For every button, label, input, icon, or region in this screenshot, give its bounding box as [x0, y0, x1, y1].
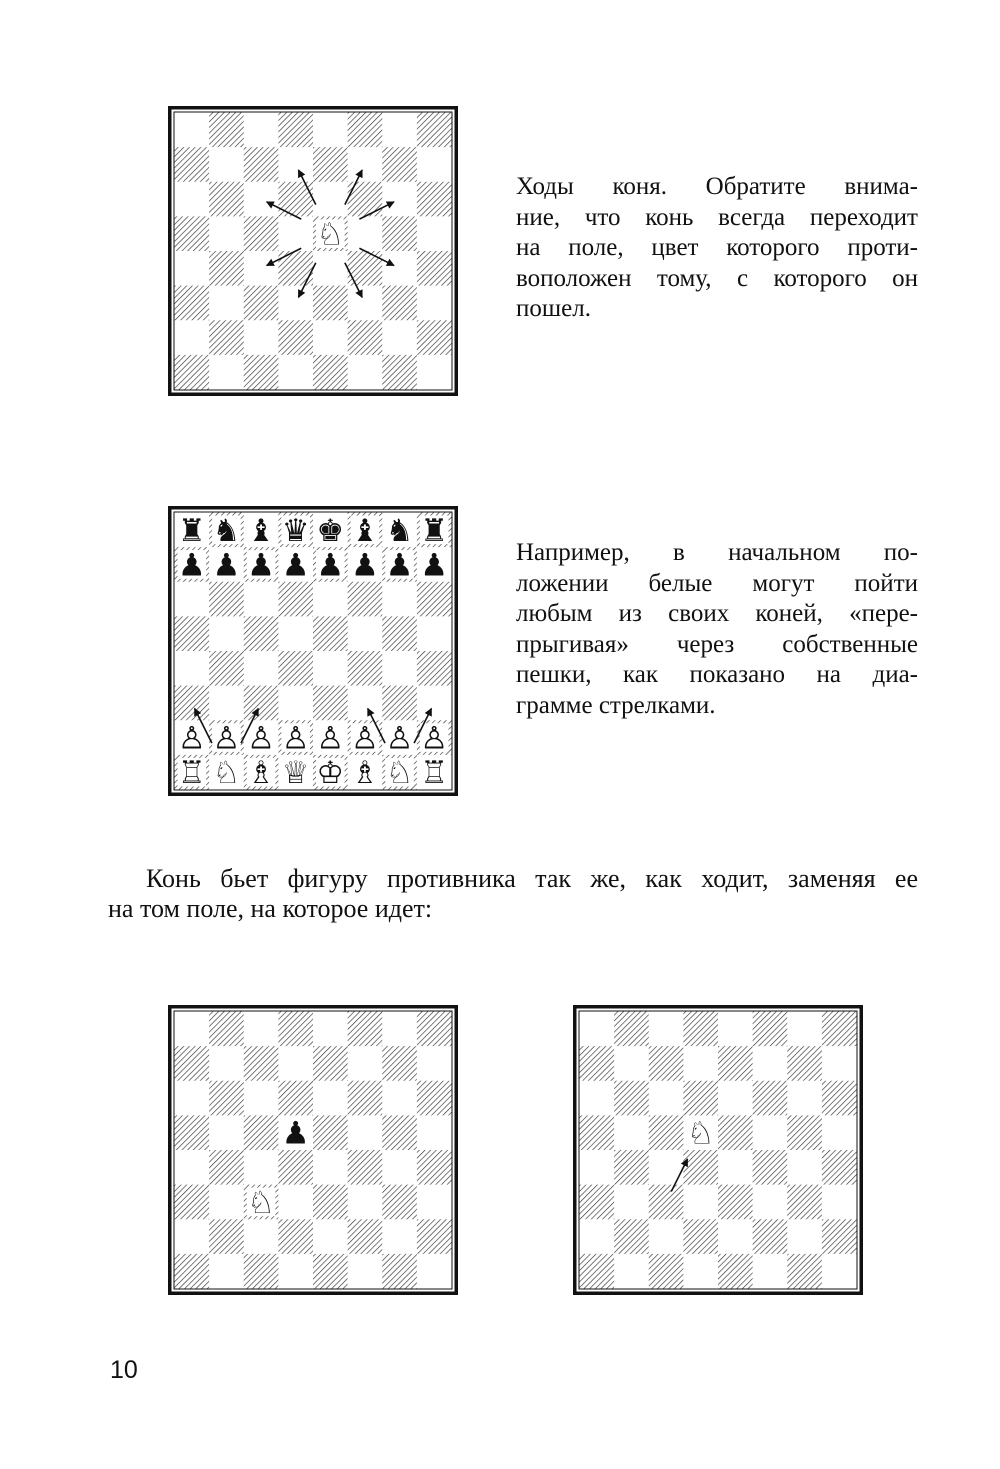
dark-square	[382, 147, 417, 182]
dark-square	[787, 1185, 822, 1220]
dark-square	[753, 1081, 788, 1116]
dark-square	[787, 1046, 822, 1081]
dark-square	[822, 1081, 857, 1116]
caption-line: ние, что конь всегда переходит	[516, 203, 918, 231]
dark-square	[175, 1185, 210, 1220]
dark-square	[278, 1081, 313, 1116]
chess-piece-icon: ♖	[420, 755, 449, 792]
dark-square	[417, 1150, 452, 1185]
chess-piece-icon: ♙	[316, 720, 345, 757]
dark-square	[417, 582, 452, 617]
dark-square	[244, 355, 279, 390]
chess-piece-icon: ♟	[281, 547, 310, 584]
paragraph-line: на том поле, на которое идет:	[108, 894, 433, 923]
dark-square	[313, 616, 348, 651]
dark-square	[278, 651, 313, 686]
dark-square	[614, 1150, 649, 1185]
chess-piece-icon: ♙	[351, 720, 379, 757]
chess-piece-icon: ♝	[247, 512, 275, 549]
dark-square	[209, 1012, 244, 1047]
dark-square	[382, 1185, 417, 1220]
dark-square	[718, 1254, 753, 1289]
dark-square	[175, 1046, 210, 1081]
dark-square	[348, 1081, 383, 1116]
dark-square	[382, 216, 417, 251]
dark-square	[313, 1046, 348, 1081]
dark-square	[614, 1219, 649, 1254]
caption-line: ложении белые могут пойти	[516, 569, 918, 597]
dark-square	[209, 1081, 244, 1116]
dark-square	[614, 1081, 649, 1116]
page-number: 10	[110, 1356, 138, 1384]
dark-square	[244, 216, 279, 251]
dark-square	[313, 1254, 348, 1289]
chess-piece-icon: ♗	[247, 755, 275, 792]
caption-line: любым из своих коней, «пере-	[516, 600, 918, 627]
chess-piece-icon: ♝	[351, 512, 379, 549]
dark-square	[175, 216, 210, 251]
dark-square	[417, 1081, 452, 1116]
dark-square	[382, 616, 417, 651]
chess-piece-icon: ♙	[385, 720, 414, 757]
chess-piece-icon: ♙	[281, 720, 310, 757]
dark-square	[580, 1046, 615, 1081]
dark-square	[278, 113, 313, 148]
diagram-initial-position	[168, 506, 458, 796]
white-knight-icon: ♘	[686, 1115, 715, 1152]
dark-square	[209, 582, 244, 617]
dark-square	[313, 355, 348, 390]
diagram-capture-after	[573, 1005, 863, 1295]
chessboard-svg	[168, 1005, 458, 1295]
dark-square	[580, 1115, 615, 1150]
dark-square	[683, 1150, 718, 1185]
chess-piece-icon: ♟	[247, 547, 275, 584]
chess-piece-icon: ♟	[177, 547, 206, 584]
dark-square	[822, 1219, 857, 1254]
caption-line: на поле, цвет которого проти-	[516, 234, 918, 261]
caption-line: воположен тому, с которого он	[516, 264, 918, 292]
chessboard-svg	[168, 506, 458, 796]
dark-square	[822, 1012, 857, 1047]
chess-piece-icon: ♙	[212, 720, 241, 757]
dark-square	[175, 1254, 210, 1289]
dark-square	[313, 1115, 348, 1150]
dark-square	[278, 582, 313, 617]
dark-square	[787, 1254, 822, 1289]
caption-knight-moves	[516, 172, 918, 325]
dark-square	[209, 113, 244, 148]
dark-square	[822, 1150, 857, 1185]
chessboard-svg	[573, 1005, 863, 1295]
dark-square	[209, 251, 244, 286]
chess-piece-icon: ♛	[281, 512, 310, 549]
dark-square	[417, 320, 452, 355]
caption-line: Например, в начальном по-	[516, 539, 918, 566]
caption-line: грамме стрелками.	[516, 691, 716, 719]
dark-square	[278, 1150, 313, 1185]
dark-square	[175, 616, 210, 651]
dark-square	[649, 1185, 684, 1220]
dark-square	[580, 1185, 615, 1220]
dark-square	[209, 182, 244, 217]
dark-square	[244, 147, 279, 182]
chess-piece-icon: ♖	[177, 755, 206, 792]
dark-square	[718, 1185, 753, 1220]
white-knight-icon: ♘	[247, 1184, 275, 1221]
chess-piece-icon: ♟	[212, 547, 241, 584]
dark-square	[175, 355, 210, 390]
dark-square	[244, 616, 279, 651]
dark-square	[718, 1115, 753, 1150]
dark-square	[382, 686, 417, 721]
chess-piece-icon: ♟	[420, 547, 449, 584]
chess-piece-icon: ♙	[420, 720, 449, 757]
dark-square	[175, 1115, 210, 1150]
chess-piece-icon: ♘	[385, 755, 414, 792]
chess-piece-icon: ♞	[385, 512, 414, 549]
chess-piece-icon: ♟	[351, 547, 379, 584]
dark-square	[649, 1115, 684, 1150]
chess-piece-icon: ♟	[316, 547, 345, 584]
dark-square	[209, 1219, 244, 1254]
dark-square	[313, 147, 348, 182]
white-knight-icon: ♘	[316, 216, 345, 253]
dark-square	[175, 147, 210, 182]
paragraph-line: Конь бьет фигуру противника так же, как ходит, заменяя ее	[146, 864, 918, 893]
dark-square	[348, 113, 383, 148]
dark-square	[348, 651, 383, 686]
caption-line: Ходы коня. Обратите внима-	[516, 173, 918, 200]
dark-square	[417, 182, 452, 217]
dark-square	[175, 286, 210, 321]
diagram-capture-before	[168, 1005, 458, 1295]
dark-square	[313, 286, 348, 321]
dark-square	[313, 1185, 348, 1220]
dark-square	[382, 1046, 417, 1081]
chess-piece-icon: ♗	[351, 755, 379, 792]
chess-piece-icon: ♞	[212, 512, 241, 549]
chess-piece-icon: ♙	[247, 720, 275, 757]
dark-square	[244, 1115, 279, 1150]
caption-initial-position	[516, 538, 918, 721]
dark-square	[278, 1012, 313, 1047]
dark-square	[649, 1254, 684, 1289]
dark-square	[683, 1081, 718, 1116]
dark-square	[683, 1012, 718, 1047]
chess-piece-icon: ♟	[385, 547, 414, 584]
dark-square	[753, 1150, 788, 1185]
dark-square	[580, 1254, 615, 1289]
dark-square	[417, 651, 452, 686]
dark-square	[718, 1046, 753, 1081]
dark-square	[417, 113, 452, 148]
chess-piece-icon: ♜	[177, 512, 206, 549]
caption-line: пошел.	[516, 295, 591, 322]
dark-square	[244, 1046, 279, 1081]
chess-piece-icon: ♚	[316, 512, 345, 549]
chess-piece-icon: ♙	[177, 720, 206, 757]
dark-square	[348, 1150, 383, 1185]
dark-square	[348, 582, 383, 617]
black-pawn-icon: ♟	[281, 1115, 310, 1152]
dark-square	[313, 686, 348, 721]
dark-square	[209, 1150, 244, 1185]
dark-square	[382, 1115, 417, 1150]
dark-square	[649, 1046, 684, 1081]
dark-square	[417, 1219, 452, 1254]
dark-square	[244, 686, 279, 721]
chess-piece-icon: ♔	[316, 755, 345, 792]
dark-square	[787, 1115, 822, 1150]
dark-square	[209, 320, 244, 355]
dark-square	[278, 320, 313, 355]
dark-square	[382, 355, 417, 390]
caption-line: пешки, как показано на диа-	[516, 661, 918, 688]
chess-piece-icon: ♜	[420, 512, 449, 549]
chess-piece-icon: ♕	[281, 755, 310, 792]
dark-square	[348, 320, 383, 355]
capture-paragraph	[108, 864, 918, 924]
dark-square	[417, 1012, 452, 1047]
chess-piece-icon: ♘	[212, 755, 241, 792]
chessboard-svg	[168, 106, 458, 396]
caption-line: прыгивая» через собственные	[516, 630, 918, 658]
dark-square	[417, 251, 452, 286]
dark-square	[683, 1219, 718, 1254]
dark-square	[753, 1012, 788, 1047]
dark-square	[753, 1219, 788, 1254]
dark-square	[348, 1219, 383, 1254]
dark-square	[382, 286, 417, 321]
dark-square	[244, 286, 279, 321]
diagram-knight-moves	[168, 106, 458, 396]
dark-square	[244, 1254, 279, 1289]
dark-square	[382, 1254, 417, 1289]
dark-square	[209, 651, 244, 686]
dark-square	[175, 686, 210, 721]
dark-square	[614, 1012, 649, 1047]
dark-square	[348, 1012, 383, 1047]
dark-square	[278, 1219, 313, 1254]
